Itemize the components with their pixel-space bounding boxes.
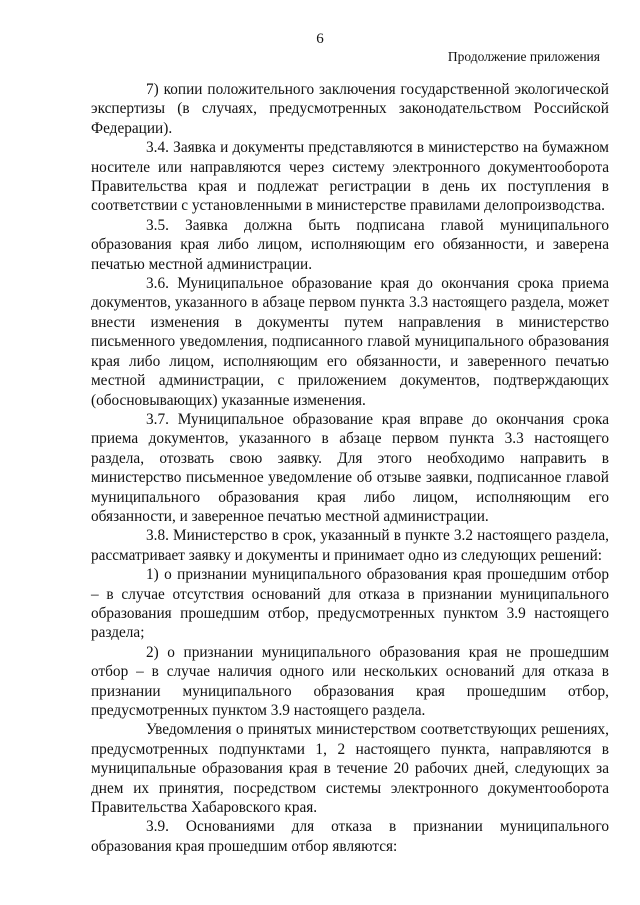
paragraph-item-7: 7) копии положительного заключения государственной экологической экспертизы (в случаях, предусмотренных законодательством Российской Федерации).: [91, 81, 609, 137]
appendix-continuation-note: Продолжение приложения: [447, 49, 600, 64]
paragraph-3-9: 3.9. Основаниями для отказа в признании муниципального образования края прошедшим отбор являются:: [91, 818, 609, 855]
paragraph-3-8-item-1: 1) о признании муниципального образования края прошедшим отбор – в случае отсутствия оснований для отказа в признании муниципального образования прошедшим отбор, предусмотренных пунктом 3.9 настоящего раздела;: [91, 566, 609, 642]
paragraph-3-8-item-2: 2) о признании муниципального образования края не прошедшим отбор – в случае наличия одного или нескольких оснований для отказа в признании муниципального образования края прошедшим отбор, предусмотренных пунктом 3.9 настоящего раздела.: [91, 643, 609, 719]
paragraph-3-4: 3.4. Заявка и документы представляются в министерство на бумажном носителе или направляются через систему электронного документооборота Правительства края и подлежат регистрации в день их поступления в соответствии с установленными в министерстве правилами делопроизводства.: [91, 139, 609, 215]
paragraph-3-6: 3.6. Муниципальное образование края до окончания срока приема документов, указанного в абзаце первом пункта 3.3 настоящего раздела, может внести изменения в документы путем направления в министерство письменного уведомления, подписанного главой муниципального образования края либо лицом, исполняющим его обязанности, и заверенного печатью местной администрации, с приложением документов, подтверждающих (обосновывающих) указанные изменения.: [91, 275, 609, 409]
paragraph-3-8: 3.8. Министерство в срок, указанный в пункте 3.2 настоящего раздела, рассматривает заявку и документы и принимает одно из следующих решений:: [91, 527, 609, 564]
document-body: [91, 80, 609, 856]
paragraph-3-7: 3.7. Муниципальное образование края вправе до окончания срока приема документов, указанного в абзаце первом пункта 3.3 настоящего раздела, отозвать свою заявку. Для этого необходимо направить в министерство письменное уведомление об отзыве заявки, подписанное главой муниципального образования края либо лицом, исполняющим его обязанности, и заверенное печатью местной администрации.: [91, 410, 609, 525]
paragraph-3-5: 3.5. Заявка должна быть подписана главой муниципального образования края либо лицом, исполняющим его обязанности, и заверена печатью местной администрации.: [91, 216, 609, 273]
paragraph-notifications: Уведомления о принятых министерством соответствующих решениях, предусмотренных подпунктами 1, 2 настоящего пункта, направляются в муниципальные образования края в течение 20 рабочих дней, следующих за днем их принятия, посредством системы электронного документооборота Правительства Хабаровского края.: [91, 721, 609, 817]
page-number: 6: [316, 31, 324, 47]
